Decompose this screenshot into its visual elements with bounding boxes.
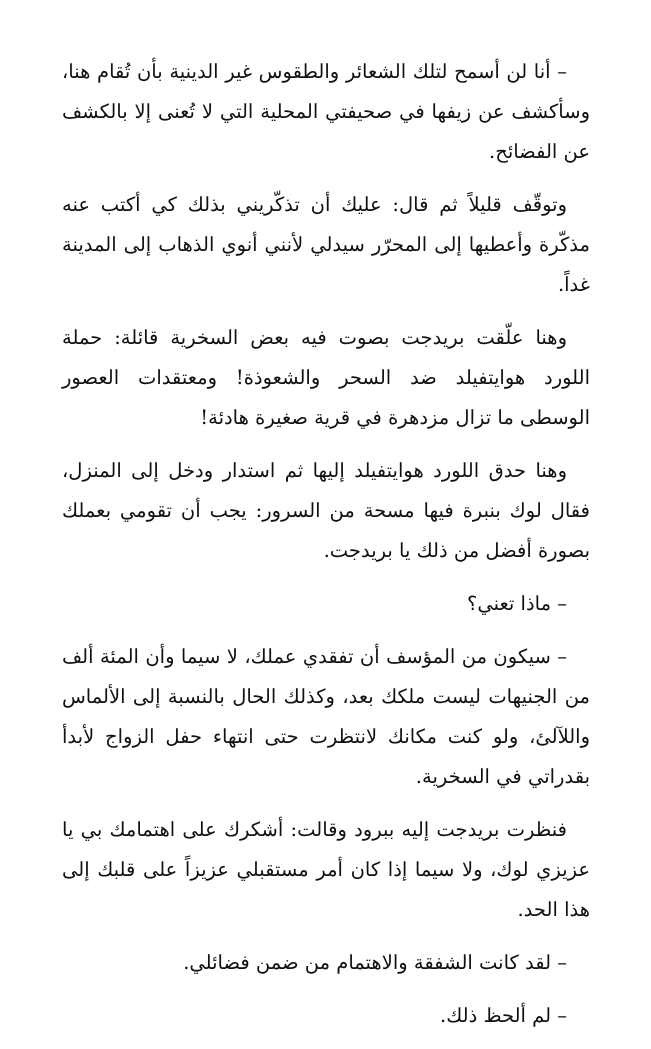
paragraph-1: – أنا لن أسمح لتلك الشعائر والطقوس غير الدينية بأن تُقام هنا، وسأكشف عن زيفها في صحيفتي المحلية التي لا تُعنى إلا بالكشف عن الفضائح. bbox=[62, 60, 590, 163]
paragraph-7: فنظرت بريدجت إليه ببرود وقالت: أشكرك على اهتمامك بي يا عزيزي لوك، ولا سيما إذا كان أمر مستقبلي عزيزاً على قلبك إلى هذا الحد. bbox=[62, 818, 590, 921]
paragraph-4: وهنا حدق اللورد هوايتفيلد إليها ثم استدار ودخل إلى المنزل، فقال لوك بنبرة فيها مسحة من السرور: يجب أن تقومي بعملك بصورة أفضل من ذلك يا بريدجت. bbox=[62, 459, 590, 562]
paragraph-6: – سيكون من المؤسف أن تفقدي عملك، لا سيما وأن المئة ألف من الجنيهات ليست ملكك بعد، وكذلك الحال بالنسبة إلى الألماس واللآلئ، ولو كنت مكانك لانتظرت حتى انتهاء حفل الزواج لأبدأ بقدراتي في السخرية. bbox=[62, 645, 590, 788]
paragraph-5: – ماذا تعني؟ bbox=[467, 592, 567, 615]
paragraph-9: – لم ألحظ ذلك. bbox=[440, 1004, 567, 1027]
paragraph-2: وتوقّف قليلاً ثم قال: عليك أن تذكّريني بذلك كي أكتب عنه مذكّرة وأعطيها إلى المحرّر سيدلي لأنني أنوي الذهاب إلى المدينة غداً. bbox=[62, 193, 590, 296]
paragraph-8: – لقد كانت الشفقة والاهتمام من ضمن فضائلي. bbox=[183, 951, 567, 974]
page-text bbox=[62, 52, 590, 1049]
paragraph-3: وهنا علّقت بريدجت بصوت فيه بعض السخرية قائلة: حملة اللورد هوايتفيلد ضد السحر والشعوذة! ومعتقدات العصور الوسطى ما تزال مزدهرة في قرية صغيرة هادئة! bbox=[62, 326, 590, 429]
